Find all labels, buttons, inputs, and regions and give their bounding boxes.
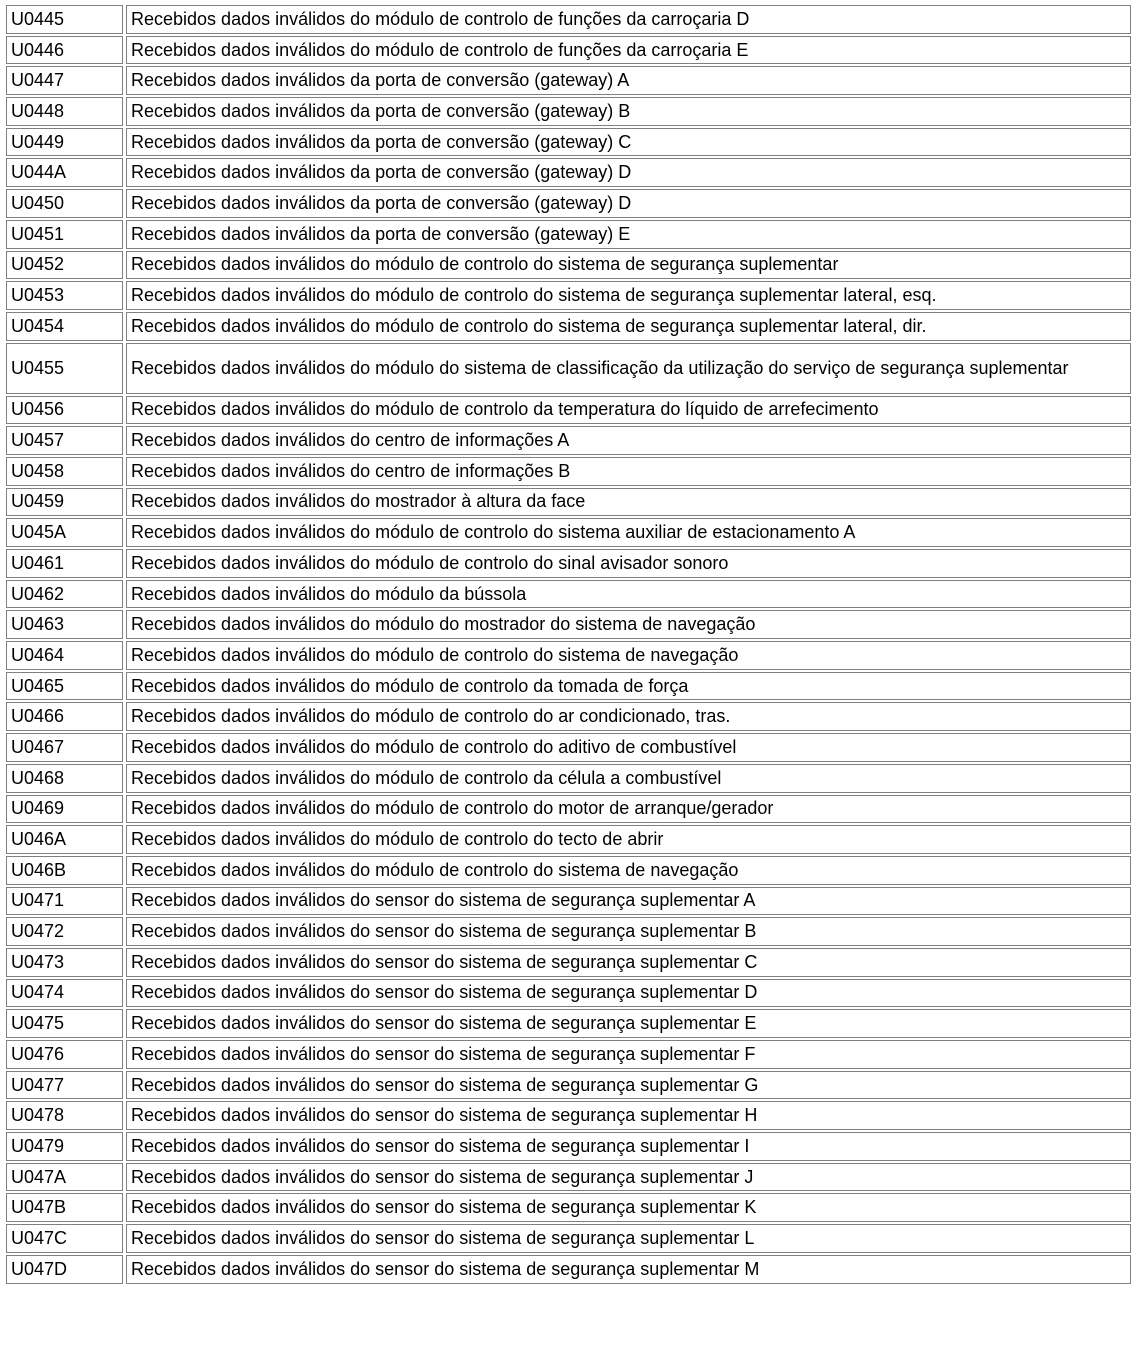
dtc-description-cell: Recebidos dados inválidos do sensor do sistema de segurança suplementar D (126, 979, 1131, 1008)
dtc-code-cell: U0479 (6, 1132, 123, 1161)
dtc-description-cell: Recebidos dados inválidos da porta de conversão (gateway) A (126, 66, 1131, 95)
dtc-code-cell: U0445 (6, 5, 123, 34)
table-row (6, 825, 1131, 854)
dtc-code-cell: U046B (6, 856, 123, 885)
dtc-code-cell: U0474 (6, 979, 123, 1008)
dtc-description-cell: Recebidos dados inválidos do módulo de controlo do ar condicionado, tras. (126, 702, 1131, 731)
table-row (6, 97, 1131, 126)
table-row (6, 343, 1131, 394)
dtc-description-cell: Recebidos dados inválidos do sensor do sistema de segurança suplementar C (126, 948, 1131, 977)
table-row (6, 1009, 1131, 1038)
dtc-description-cell: Recebidos dados inválidos do sensor do sistema de segurança suplementar H (126, 1101, 1131, 1130)
table-row (6, 1224, 1131, 1253)
dtc-code-cell: U0469 (6, 795, 123, 824)
table-row (6, 426, 1131, 455)
dtc-code-cell: U0449 (6, 128, 123, 157)
dtc-code-cell: U0473 (6, 948, 123, 977)
dtc-code-cell: U0478 (6, 1101, 123, 1130)
table-row (6, 1163, 1131, 1192)
dtc-description-cell: Recebidos dados inválidos do módulo de controlo de funções da carroçaria E (126, 36, 1131, 65)
dtc-description-cell: Recebidos dados inválidos do módulo de controlo da tomada de força (126, 672, 1131, 701)
dtc-description-cell: Recebidos dados inválidos da porta de conversão (gateway) C (126, 128, 1131, 157)
dtc-description-cell: Recebidos dados inválidos do módulo de controlo do sistema de navegação (126, 641, 1131, 670)
table-row (6, 36, 1131, 65)
dtc-description-cell: Recebidos dados inválidos do sensor do sistema de segurança suplementar M (126, 1255, 1131, 1284)
dtc-code-cell: U047B (6, 1193, 123, 1222)
table-row (6, 856, 1131, 885)
dtc-code-cell: U0450 (6, 189, 123, 218)
dtc-code-cell: U0477 (6, 1071, 123, 1100)
table-row (6, 795, 1131, 824)
dtc-description-cell: Recebidos dados inválidos do sensor do sistema de segurança suplementar G (126, 1071, 1131, 1100)
dtc-description-cell: Recebidos dados inválidos do módulo de controlo do sistema de segurança suplementar (126, 251, 1131, 280)
dtc-table-body (6, 5, 1131, 1284)
dtc-description-cell: Recebidos dados inválidos do módulo de controlo do tecto de abrir (126, 825, 1131, 854)
dtc-code-cell: U0454 (6, 312, 123, 341)
dtc-code-cell: U045A (6, 518, 123, 547)
dtc-code-table (3, 3, 1134, 1286)
table-row (6, 66, 1131, 95)
dtc-code-cell: U0466 (6, 702, 123, 731)
dtc-code-cell: U0453 (6, 281, 123, 310)
dtc-code-cell: U0448 (6, 97, 123, 126)
dtc-description-cell: Recebidos dados inválidos do sensor do sistema de segurança suplementar E (126, 1009, 1131, 1038)
dtc-description-cell: Recebidos dados inválidos do módulo de controlo da temperatura do líquido de arrefecimento (126, 396, 1131, 425)
table-row (6, 158, 1131, 187)
table-row (6, 488, 1131, 517)
table-row (6, 580, 1131, 609)
dtc-description-cell: Recebidos dados inválidos da porta de conversão (gateway) B (126, 97, 1131, 126)
table-row (6, 281, 1131, 310)
table-row (6, 312, 1131, 341)
dtc-code-cell: U0456 (6, 396, 123, 425)
dtc-description-cell: Recebidos dados inválidos do módulo de controlo do sistema de navegação (126, 856, 1131, 885)
table-row (6, 189, 1131, 218)
dtc-code-cell: U0471 (6, 887, 123, 916)
dtc-description-cell: Recebidos dados inválidos do módulo de controlo da célula a combustível (126, 764, 1131, 793)
table-row (6, 220, 1131, 249)
dtc-code-cell: U0457 (6, 426, 123, 455)
table-row (6, 917, 1131, 946)
dtc-code-cell: U0463 (6, 610, 123, 639)
table-row (6, 672, 1131, 701)
table-row (6, 610, 1131, 639)
dtc-code-cell: U0465 (6, 672, 123, 701)
dtc-description-cell: Recebidos dados inválidos do sensor do sistema de segurança suplementar F (126, 1040, 1131, 1069)
table-row (6, 702, 1131, 731)
table-row (6, 948, 1131, 977)
dtc-code-cell: U0468 (6, 764, 123, 793)
dtc-code-cell: U047A (6, 1163, 123, 1192)
dtc-code-cell: U0476 (6, 1040, 123, 1069)
table-row (6, 457, 1131, 486)
dtc-description-cell: Recebidos dados inválidos do sensor do sistema de segurança suplementar I (126, 1132, 1131, 1161)
dtc-code-cell: U0462 (6, 580, 123, 609)
dtc-code-cell: U046A (6, 825, 123, 854)
table-row (6, 128, 1131, 157)
dtc-code-cell: U0451 (6, 220, 123, 249)
dtc-description-cell: Recebidos dados inválidos do sensor do sistema de segurança suplementar A (126, 887, 1131, 916)
dtc-code-cell: U0452 (6, 251, 123, 280)
dtc-code-cell: U0458 (6, 457, 123, 486)
dtc-description-cell: Recebidos dados inválidos da porta de conversão (gateway) D (126, 158, 1131, 187)
dtc-code-cell: U0475 (6, 1009, 123, 1038)
dtc-description-cell: Recebidos dados inválidos do módulo de controlo do sinal avisador sonoro (126, 549, 1131, 578)
table-row (6, 1193, 1131, 1222)
dtc-description-cell: Recebidos dados inválidos do módulo do sistema de classificação da utilização do serviço de segurança suplementar (126, 343, 1131, 394)
table-row (6, 887, 1131, 916)
dtc-code-cell: U0461 (6, 549, 123, 578)
table-row (6, 251, 1131, 280)
dtc-description-cell: Recebidos dados inválidos do módulo de controlo do sistema auxiliar de estacionamento A (126, 518, 1131, 547)
dtc-description-cell: Recebidos dados inválidos do sensor do sistema de segurança suplementar L (126, 1224, 1131, 1253)
dtc-description-cell: Recebidos dados inválidos do módulo de controlo de funções da carroçaria D (126, 5, 1131, 34)
dtc-description-cell: Recebidos dados inválidos do módulo de controlo do sistema de segurança suplementar lateral, dir. (126, 312, 1131, 341)
dtc-code-cell: U0467 (6, 733, 123, 762)
dtc-code-cell: U0455 (6, 343, 123, 394)
dtc-code-cell: U0447 (6, 66, 123, 95)
table-row (6, 396, 1131, 425)
table-row (6, 1071, 1131, 1100)
table-row (6, 733, 1131, 762)
table-row (6, 1040, 1131, 1069)
dtc-description-cell: Recebidos dados inválidos do sensor do sistema de segurança suplementar J (126, 1163, 1131, 1192)
dtc-description-cell: Recebidos dados inválidos do módulo da bússola (126, 580, 1131, 609)
dtc-code-cell: U0472 (6, 917, 123, 946)
table-row (6, 1132, 1131, 1161)
dtc-description-cell: Recebidos dados inválidos do sensor do sistema de segurança suplementar B (126, 917, 1131, 946)
table-row (6, 979, 1131, 1008)
table-row (6, 5, 1131, 34)
dtc-code-cell: U0446 (6, 36, 123, 65)
dtc-description-cell: Recebidos dados inválidos da porta de conversão (gateway) E (126, 220, 1131, 249)
table-row (6, 764, 1131, 793)
dtc-description-cell: Recebidos dados inválidos da porta de conversão (gateway) D (126, 189, 1131, 218)
table-row (6, 1101, 1131, 1130)
dtc-description-cell: Recebidos dados inválidos do centro de informações A (126, 426, 1131, 455)
dtc-description-cell: Recebidos dados inválidos do mostrador à altura da face (126, 488, 1131, 517)
dtc-description-cell: Recebidos dados inválidos do sensor do sistema de segurança suplementar K (126, 1193, 1131, 1222)
dtc-description-cell: Recebidos dados inválidos do módulo de controlo do sistema de segurança suplementar lateral, esq. (126, 281, 1131, 310)
dtc-description-cell: Recebidos dados inválidos do centro de informações B (126, 457, 1131, 486)
dtc-description-cell: Recebidos dados inválidos do módulo de controlo do motor de arranque/gerador (126, 795, 1131, 824)
dtc-code-cell: U0464 (6, 641, 123, 670)
dtc-code-cell: U047D (6, 1255, 123, 1284)
table-row (6, 1255, 1131, 1284)
dtc-description-cell: Recebidos dados inválidos do módulo de controlo do aditivo de combustível (126, 733, 1131, 762)
table-row (6, 641, 1131, 670)
table-row (6, 549, 1131, 578)
dtc-code-cell: U0459 (6, 488, 123, 517)
table-row (6, 518, 1131, 547)
dtc-description-cell: Recebidos dados inválidos do módulo do mostrador do sistema de navegação (126, 610, 1131, 639)
dtc-code-cell: U047C (6, 1224, 123, 1253)
dtc-code-cell: U044A (6, 158, 123, 187)
